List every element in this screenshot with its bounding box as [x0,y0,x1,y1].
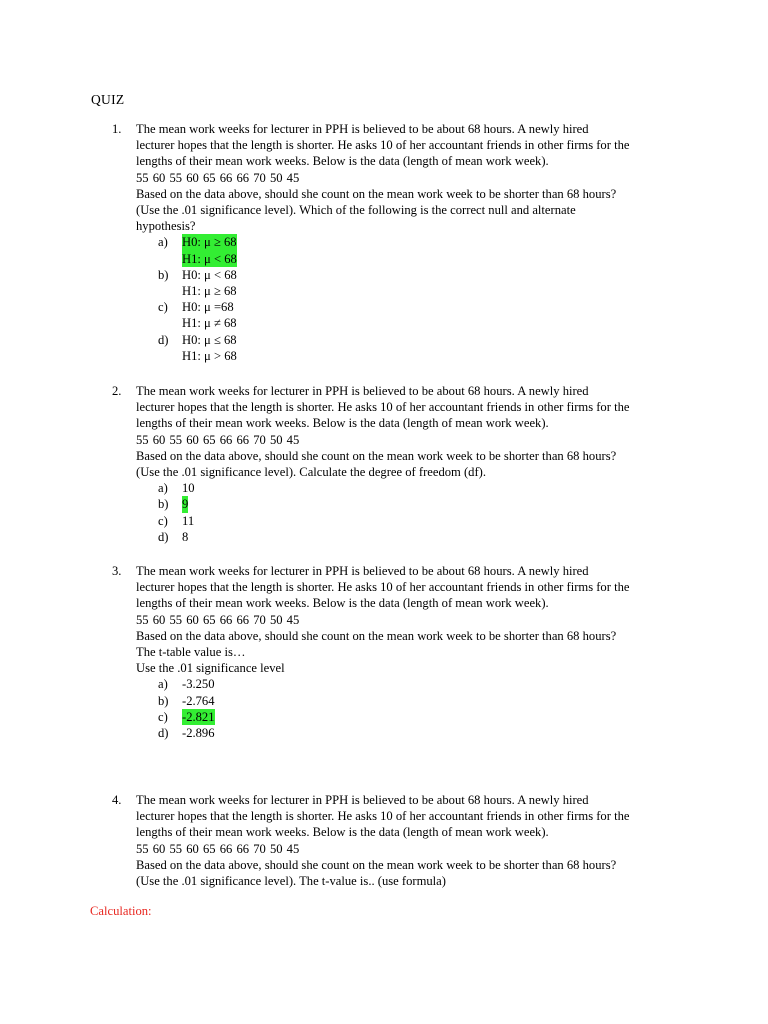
data-values-line: 55 60 55 60 65 66 66 70 50 45 [136,841,300,856]
option-b [158,267,712,283]
question-text-line: Use the .01 significance level [136,661,285,676]
option-label: a) [158,481,168,496]
option-label: b) [158,267,169,282]
option-d-line-2 [158,348,712,364]
option-list [158,676,712,741]
question-text-line: (Use the .01 significance level). Which of the following is the correct null and alternate [136,203,576,218]
option-c [158,709,712,725]
question-number: 2. [112,384,122,398]
question-number: 1. [112,122,122,136]
option-label: d) [158,529,169,544]
option-d [158,332,712,348]
question-text-line: lecturer hopes that the length is shorter. He asks 10 of her accountant friends in other firms for the [136,580,630,595]
option-b-line-2 [158,283,712,299]
option-a [158,234,712,250]
option-text: H1: μ ≠ 68 [182,316,237,331]
option-a [158,480,712,496]
option-b [158,693,712,709]
question-number: 3. [112,564,122,578]
option-label: c) [158,513,168,528]
question-text-line: lecturer hopes that the length is shorter. He asks 10 of her accountant friends in other firms for the [136,138,630,153]
option-label: a) [158,235,168,250]
option-a [158,676,712,692]
option-label: c) [158,300,168,315]
option-text: 8 [182,529,189,544]
option-text: 11 [182,513,195,528]
question-2 [112,383,712,545]
option-a-line-2 [158,251,712,267]
option-text-highlighted: -2.821 [182,709,215,724]
option-text: H0: μ =68 [182,300,234,315]
question-text-line: hypothesis? [136,219,196,234]
option-label: d) [158,725,169,740]
option-d [158,725,712,741]
data-values-line: 55 60 55 60 65 66 66 70 50 45 [136,170,300,185]
question-3 [112,563,712,741]
option-c-line-2 [158,315,712,331]
question-text-line: Based on the data above, should she count on the mean work week to be shorter than 68 hours? [136,857,617,872]
question-text-line: lengths of their mean work weeks. Below is the data (length of mean work week). [136,825,549,840]
option-text-highlighted: 9 [182,497,189,512]
quiz-title: QUIZ [91,92,125,107]
question-text-line: lecturer hopes that the length is shorter. He asks 10 of her accountant friends in other firms for the [136,400,630,415]
question-text-line: The mean work weeks for lecturer in PPH is believed to be about 68 hours. A newly hired [136,122,589,136]
option-label: c) [158,709,168,724]
question-text-line: lecturer hopes that the length is shorter. He asks 10 of her accountant friends in other firms for the [136,809,630,824]
question-text-line: Based on the data above, should she count on the mean work week to be shorter than 68 hours? [136,448,617,463]
question-text-line: The t-table value is… [136,645,246,660]
calculation-heading: Calculation: [90,904,152,918]
question-text-line: The mean work weeks for lecturer in PPH is believed to be about 68 hours. A newly hired [136,384,589,398]
option-text: -3.250 [182,677,215,692]
question-4 [112,792,712,889]
option-text: 10 [182,481,195,496]
option-text: H1: μ > 68 [182,348,237,363]
question-text-line: The mean work weeks for lecturer in PPH is believed to be about 68 hours. A newly hired [136,564,589,578]
question-text-line: The mean work weeks for lecturer in PPH is believed to be about 68 hours. A newly hired [136,793,589,807]
option-text-highlighted: H0: μ ≥ 68 [182,235,237,250]
option-c [158,513,712,529]
option-c [158,299,712,315]
question-text-line: Based on the data above, should she count on the mean work week to be shorter than 68 hours? [136,186,617,201]
question-number: 4. [112,793,122,807]
option-label: b) [158,693,169,708]
question-text-line: (Use the .01 significance level). The t-value is.. (use formula) [136,874,446,889]
question-1 [112,121,712,364]
option-text: H0: μ < 68 [182,267,237,282]
question-text-line: lengths of their mean work weeks. Below is the data (length of mean work week). [136,416,549,431]
option-list [158,480,712,545]
option-text: -2.896 [182,725,215,740]
option-text-highlighted: H1: μ < 68 [182,251,237,266]
option-d [158,529,712,545]
question-text-line: (Use the .01 significance level). Calculate the degree of freedom (df). [136,465,487,480]
option-b [158,496,712,512]
question-text-line: Based on the data above, should she count on the mean work week to be shorter than 68 hours? [136,628,617,643]
data-values-line: 55 60 55 60 65 66 66 70 50 45 [136,612,300,627]
option-label: d) [158,332,169,347]
option-text: H1: μ ≥ 68 [182,283,237,298]
option-label: a) [158,677,168,692]
question-text-line: lengths of their mean work weeks. Below is the data (length of mean work week). [136,154,549,169]
option-text: H0: μ ≤ 68 [182,332,237,347]
data-values-line: 55 60 55 60 65 66 66 70 50 45 [136,432,300,447]
option-text: -2.764 [182,693,215,708]
question-text-line: lengths of their mean work weeks. Below is the data (length of mean work week). [136,596,549,611]
option-list [158,234,712,364]
option-label: b) [158,497,169,512]
